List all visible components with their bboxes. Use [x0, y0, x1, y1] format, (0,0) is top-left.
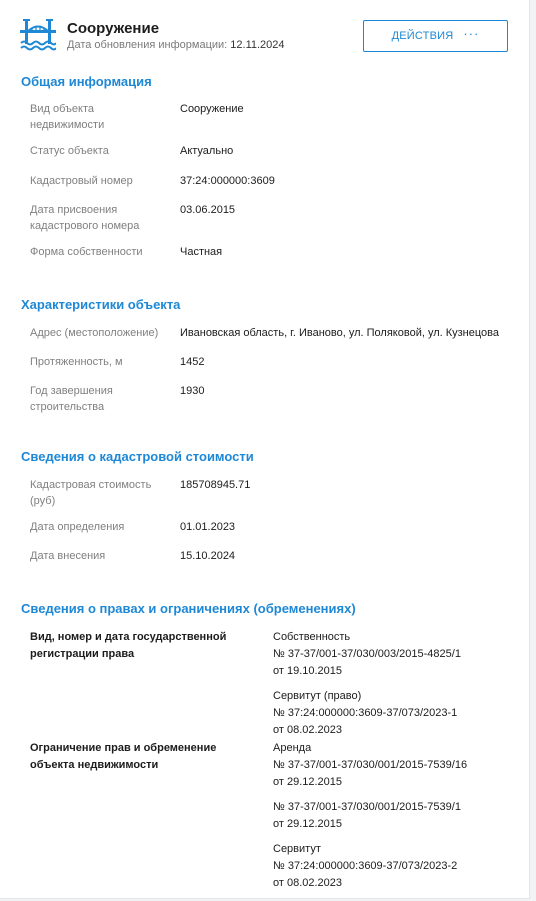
row-value: 03.06.2015 [180, 204, 236, 216]
more-dots-icon: ··· [463, 25, 480, 41]
row-value: 15.10.2024 [180, 550, 236, 562]
section-rights-title: Сведения о правах и ограничениях (обременениях) [21, 601, 356, 616]
row-value: Частная [180, 246, 223, 258]
entry-type: Сервитут [273, 843, 321, 855]
entry-date: от 19.10.2015 [273, 665, 343, 677]
entry-number: № 37-37/001-37/030/001/2015-7539/16 [273, 759, 468, 771]
entry-type: Аренда [273, 742, 312, 754]
rights-entry [273, 688, 523, 739]
row-label: Статус объекта [30, 145, 109, 157]
row-label: Вид объекта недвижимости [30, 103, 105, 131]
row-value: Сооружение [180, 103, 244, 115]
rights-group-label: Ограничение прав и обременение объекта недвижимости [30, 742, 217, 771]
rights-entry [273, 629, 523, 680]
row-value: 1930 [180, 385, 205, 397]
row-label: Кадастровый номер [30, 175, 133, 187]
entry-date: от 29.12.2015 [273, 776, 343, 788]
entry-number: № 37:24:000000:3609-37/073/2023-1 [273, 707, 458, 719]
row-value: 37:24:000000:3609 [180, 175, 275, 187]
rights-entry [273, 841, 523, 892]
bridge-icon [20, 18, 56, 52]
row-value: 01.01.2023 [180, 521, 236, 533]
section-general-title: Общая информация [21, 74, 152, 89]
row-label: Год завершения строительства [30, 385, 113, 413]
entry-date: от 08.02.2023 [273, 724, 343, 736]
rights-entries [273, 629, 523, 747]
update-label: Дата обновления информации: [67, 39, 228, 51]
actions-button[interactable] [363, 20, 508, 52]
row-label: Форма собственности [30, 246, 143, 258]
rights-group-label: Вид, номер и дата государственной регистрации права [30, 631, 227, 660]
row-label: Дата присвоения кадастрового номера [30, 204, 140, 232]
page-title: Сооружение [67, 20, 160, 37]
entry-type: Сервитут (право) [273, 690, 362, 702]
entry-date: от 08.02.2023 [273, 877, 343, 889]
section-characteristics-title: Характеристики объекта [21, 297, 181, 312]
row-label: Кадастровая стоимость (руб) [30, 479, 152, 507]
update-info [67, 39, 285, 51]
row-value: 185708945.71 [180, 479, 251, 491]
update-date: 12.11.2024 [230, 39, 285, 51]
entry-number: № 37-37/001-37/030/001/2015-7539/1 [273, 801, 461, 813]
rights-entry [273, 740, 523, 791]
section-cadastral-value-title: Сведения о кадастровой стоимости [21, 449, 254, 464]
row-label: Дата определения [30, 521, 125, 533]
rights-entry [273, 799, 523, 833]
entry-type: Собственность [273, 631, 351, 643]
actions-label: ДЕЙСТВИЯ [391, 30, 454, 42]
row-value: 1452 [180, 356, 205, 368]
card-header [20, 18, 509, 58]
entry-date: от 29.12.2015 [273, 818, 343, 830]
entry-number: № 37-37/001-37/030/003/2015-4825/1 [273, 648, 461, 660]
row-label: Адрес (местоположение) [30, 327, 159, 339]
rights-entries [273, 740, 523, 900]
row-value: Ивановская область, г. Иваново, ул. Поляковой, ул. Кузнецова [180, 327, 500, 339]
row-value: Актуально [180, 145, 234, 157]
row-label: Протяженность, м [30, 356, 123, 368]
entry-number: № 37:24:000000:3609-37/073/2023-2 [273, 860, 458, 872]
row-label: Дата внесения [30, 550, 106, 562]
